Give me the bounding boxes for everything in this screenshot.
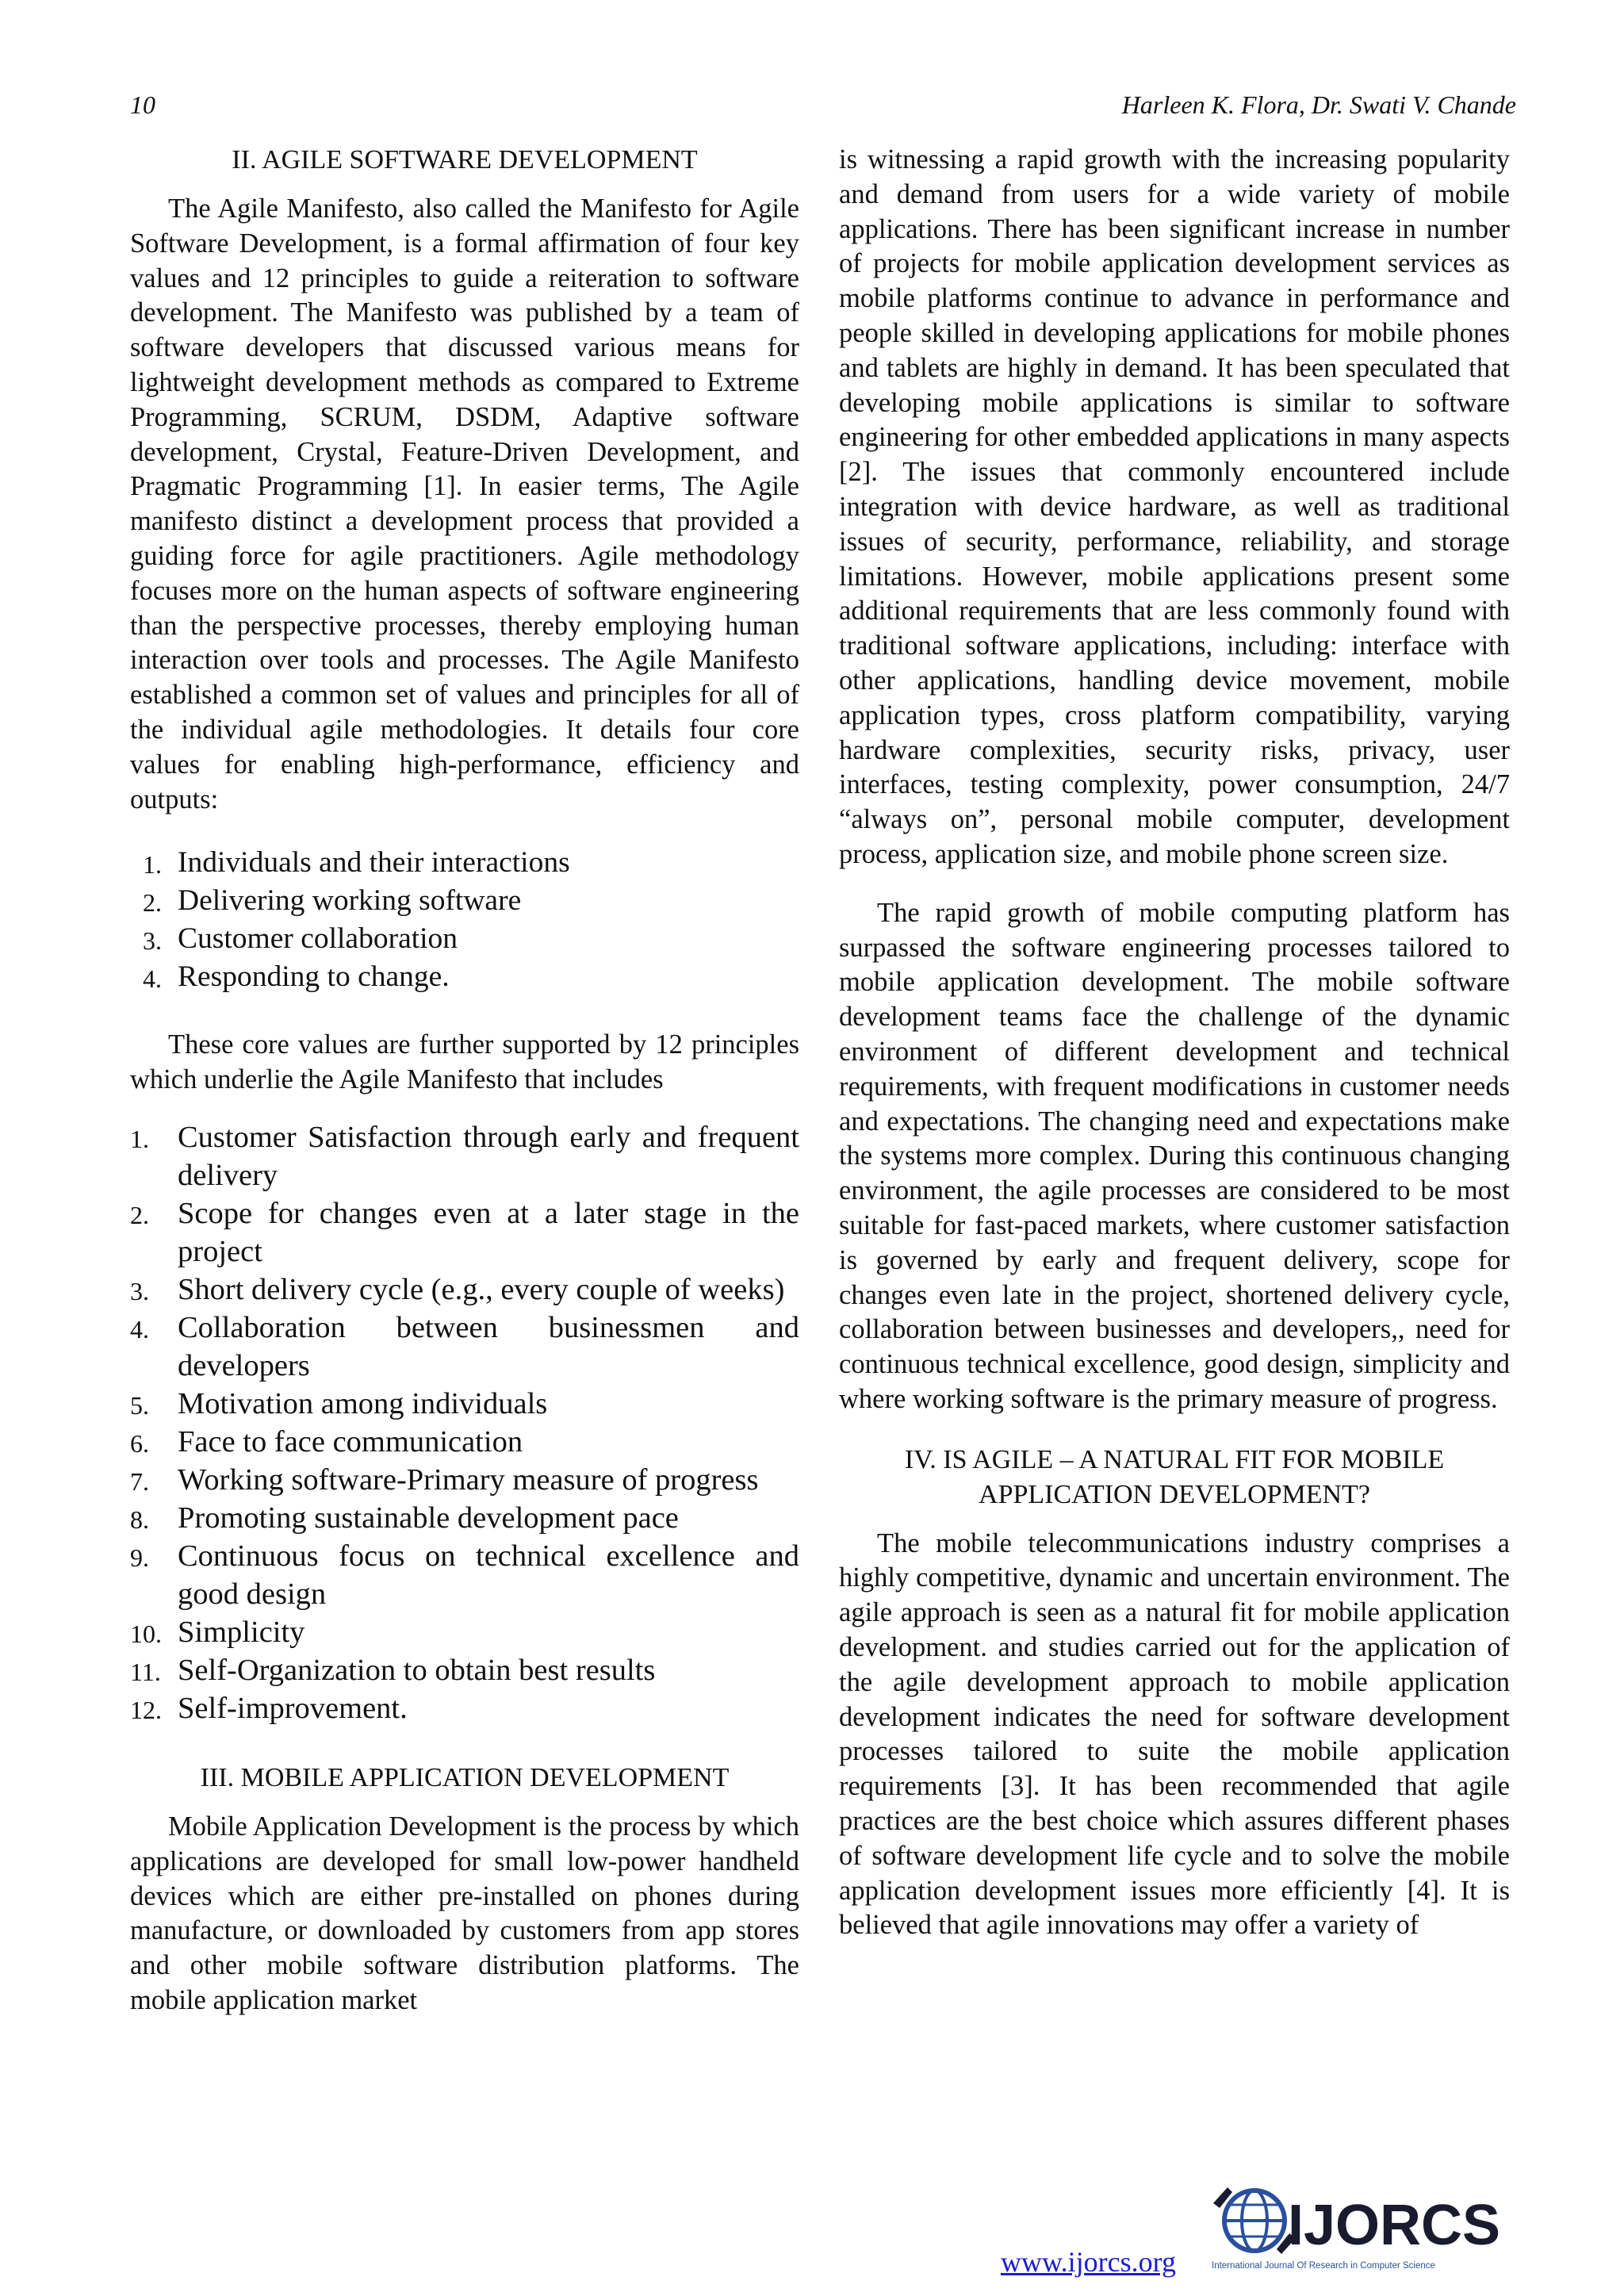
principle-item <box>130 1118 799 1194</box>
list-number: 7. <box>130 1466 149 1496</box>
principle-item <box>130 1194 799 1271</box>
principle-text: Working software-Primary measure of progress <box>178 1462 759 1497</box>
principles-list <box>130 1118 799 1727</box>
list-number: 3. <box>143 926 162 956</box>
list-number: 3. <box>130 1276 149 1305</box>
section-4-title <box>839 1443 1510 1512</box>
principle-item <box>130 1385 799 1423</box>
section-2-title: II. AGILE SOFTWARE DEVELOPMENT <box>232 145 698 174</box>
principle-text: Simplicity <box>178 1615 305 1649</box>
section-4-paragraph-1: The mobile telecommunications industry comprises a highly competitive, dynamic and uncertain environment. The agile approach is seen as a natural fit for mobile application development. and studies carried out for the application of the agile development approach to mobile application development indicates the need for software development processes tailored to suite the mobile application requirements [3]. It has been recommended that agile practices are the best choice which assures different phases of software development life cycle and to solve the mobile application development issues more efficiently [4]. It is believed that agile innovations may offer a variety of <box>839 1527 1510 1941</box>
list-number: 12. <box>130 1695 162 1724</box>
right-column <box>839 143 1510 1943</box>
principle-item <box>130 1423 799 1461</box>
core-value-text: Individuals and their interactions <box>178 846 570 880</box>
globe-icon <box>1213 2187 1296 2254</box>
principle-text: Collaboration between businessmen and developers <box>178 1310 799 1382</box>
list-number: 4. <box>143 964 162 994</box>
page-number: 10 <box>130 90 155 119</box>
list-number: 1. <box>143 850 162 880</box>
ijorcs-logo <box>1208 2179 1510 2275</box>
list-number: 11. <box>130 1657 161 1686</box>
list-number: 6. <box>130 1428 149 1458</box>
section-3-paragraph-1: Mobile Application Development is the process by which applications are developed for small low-power handheld devices which are either pre-installed on phones during manufacture, or downloaded by customers from app stores and other mobile software distribution platforms. The mobile application market <box>130 1811 799 2015</box>
principle-text: Self-Organization to obtain best results <box>178 1653 656 1687</box>
list-number: 9. <box>130 1543 149 1572</box>
principle-text: Continuous focus on technical excellence and good design <box>178 1539 799 1611</box>
principle-item <box>130 1689 799 1727</box>
principle-text: Customer Satisfaction through early and frequent delivery <box>178 1120 799 1192</box>
running-head-authors: Harleen K. Flora, Dr. Swati V. Chande <box>1121 90 1516 119</box>
list-number: 4. <box>130 1314 149 1343</box>
principle-text: Self-improvement. <box>178 1691 408 1725</box>
logo-wordmark: IJORCS <box>1288 2194 1501 2257</box>
section-2-paragraph-1: The Agile Manifesto, also called the Manifesto for Agile Software Development, is a formal affirmation of four key values and 12 principles to guide a reiteration to software development. The Manifesto was published by a team of software developers that discussed various means for lightweight development methods as compared to Extreme Programming, SCRUM, DSDM, Adaptive software development, Crystal, Feature-Driven Development, and Pragmatic Programming [1]. In easier terms, The Agile manifesto distinct a development process that provided a guiding force for agile practitioners. Agile methodology focuses more on the human aspects of software engineering than the perspective processes, thereby employing human interaction over tools and processes. The Agile Manifesto established a common set of values and principles for all of the individual agile methodologies. It details four core values for enabling high-performance, efficiency and outputs: <box>130 194 799 815</box>
journal-website-link[interactable]: www.ijorcs.org <box>1001 2246 1176 2278</box>
core-value-item <box>130 958 799 996</box>
principle-item <box>130 1309 799 1385</box>
logo-subtitle: International Journal Of Research in Computer Science <box>1212 2261 1435 2271</box>
section-2-paragraph-2: These core values are further supported by 12 principles which underlie the Agile Manifesto that includes <box>130 1029 799 1095</box>
core-value-text: Delivering working software <box>178 884 522 918</box>
left-column <box>130 143 799 2018</box>
section-4-title-line-2: APPLICATION DEVELOPMENT? <box>979 1479 1370 1509</box>
section-4-title-line-1: IV. IS AGILE – A NATURAL FIT FOR MOBILE <box>904 1444 1445 1474</box>
principle-item <box>130 1461 799 1499</box>
principle-text: Motivation among individuals <box>178 1386 548 1420</box>
list-number: 2. <box>130 1200 149 1229</box>
core-value-text: Customer collaboration <box>178 922 458 956</box>
principle-item <box>130 1651 799 1689</box>
principle-text: Short delivery cycle (e.g., every couple of weeks) <box>178 1272 785 1306</box>
core-value-item <box>130 882 799 920</box>
principle-text: Promoting sustainable development pace <box>178 1501 679 1535</box>
core-value-text: Responding to change. <box>178 960 450 994</box>
list-number: 8. <box>130 1504 149 1534</box>
list-number: 2. <box>143 888 162 918</box>
principle-text: Face to face communication <box>178 1424 523 1458</box>
principle-item <box>130 1613 799 1651</box>
section-3-paragraph-2: The rapid growth of mobile computing platform has surpassed the software engineering processes tailored to mobile application development. The mobile software development teams face the challenge of the dynamic environment of different development and technical requirements, with frequent modifications in customer needs and expectations. The changing need and expectations make the systems more complex. During this continuous changing environment, the agile processes are considered to be most suitable for fast-paced markets, where customer satisfaction is governed by early and frequent delivery, scope for changes even late in the project, shortened delivery cycle, collaboration between businesses and developers,, need for continuous technical excellence, good design, simplicity and where working software is the primary measure of progress. <box>839 897 1510 1414</box>
principle-text: Scope for changes even at a later stage in the project <box>178 1196 799 1268</box>
list-number: 1. <box>130 1124 149 1153</box>
principle-item <box>130 1499 799 1537</box>
principle-item <box>130 1271 799 1309</box>
list-number: 10. <box>130 1619 162 1648</box>
section-3-title: III. MOBILE APPLICATION DEVELOPMENT <box>200 1762 730 1792</box>
core-values-list <box>130 844 799 996</box>
section-3-paragraph-1-continued: is witnessing a rapid growth with the increasing popularity and demand from users for a wide variety of mobile applications. There has been significant increase in number of projects for mobile application development services as mobile platforms continue to advance in performance and people skilled in developing applications for mobile phones and tablets are highly in demand. It has been speculated that developing mobile applications is similar to software engineering for other embedded applications in many aspects [2]. The issues that commonly encountered include integration with device hardware, as well as traditional issues of security, performance, reliability, and storage limitations. However, mobile applications present some additional requirements that are less commonly found with traditional software applications, including: interface with other applications, handling device movement, mobile application types, cross platform compatibility, varying hardware complexities, security risks, privacy, user interfaces, testing complexity, power consumption, 24/7 “always on”, personal mobile computer, development process, application size, and mobile phone screen size. <box>839 144 1510 869</box>
core-value-item <box>130 844 799 882</box>
list-number: 5. <box>130 1390 149 1420</box>
core-value-item <box>130 920 799 958</box>
principle-item <box>130 1537 799 1613</box>
